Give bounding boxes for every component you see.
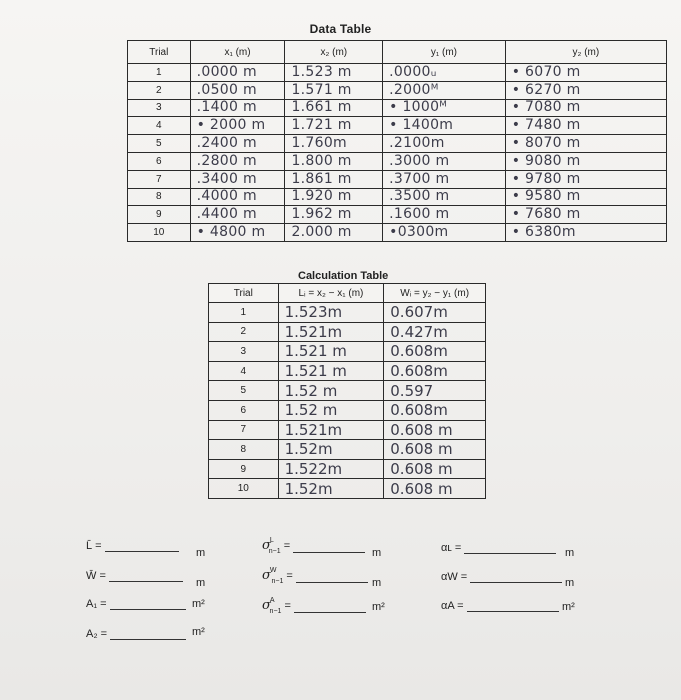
length-cell: 1.522m: [278, 459, 384, 479]
trial-cell: 2: [209, 322, 279, 342]
header-y1: y₁ (m): [383, 41, 506, 64]
table-row: [128, 206, 667, 224]
y1-cell: .3700 m: [383, 170, 506, 188]
x1-cell: .2800 m: [190, 152, 285, 170]
length-cell: 1.52 m: [278, 400, 384, 420]
unit-w-bar: m: [196, 577, 206, 589]
trial-cell: 6: [128, 152, 191, 170]
answer-blank-alpha-l[interactable]: [464, 553, 556, 554]
result-sigma-a: $\sigma^A_{n-1}$ =: [262, 598, 366, 613]
unit-a2: m²: [192, 626, 205, 638]
sigma-a-sub: n−1: [269, 608, 282, 615]
length-cell: 1.521m: [278, 420, 384, 440]
x1-cell: .2400 m: [190, 135, 285, 153]
label-w-bar: W̄ =: [86, 570, 106, 582]
y2-cell: • 6070 m: [505, 64, 666, 82]
length-cell: 1.52m: [278, 440, 384, 460]
trial-cell: 9: [128, 206, 191, 224]
header-y2: y₂ (m): [505, 41, 666, 64]
length-cell: 1.52 m: [278, 381, 384, 401]
x1-cell: • 4800 m: [190, 224, 285, 242]
data-table-header: [128, 41, 667, 64]
trial-cell: 9: [209, 459, 279, 479]
width-cell: 0.608 m: [384, 440, 486, 460]
y2-cell: • 8070 m: [505, 135, 666, 153]
table-row: [209, 322, 486, 342]
calc-table-title: Calculation Table: [298, 270, 389, 282]
trial-cell: 5: [209, 381, 279, 401]
length-cell: 1.521m: [278, 322, 384, 342]
label-alpha-l: αʟ =: [441, 542, 462, 554]
y1-cell: .2000ᴹ: [383, 81, 506, 99]
y2-cell: • 7080 m: [505, 99, 666, 117]
width-cell: 0.597: [384, 381, 486, 401]
label-a1: A₁ =: [86, 598, 107, 610]
y1-cell: • 1400m: [383, 117, 506, 135]
table-row: [209, 381, 486, 401]
sigma-w-sup: W: [269, 567, 277, 574]
x1-cell: .3400 m: [190, 170, 285, 188]
y1-cell: .3500 m: [383, 188, 506, 206]
table-row: [128, 81, 667, 99]
result-l-bar: [86, 540, 179, 552]
answer-blank-sigma-a[interactable]: [294, 612, 366, 613]
y1-cell: .0000ᵤ: [383, 64, 506, 82]
trial-cell: 8: [209, 440, 279, 460]
result-w-bar: [86, 570, 183, 582]
label-l-bar: L̄ =: [86, 540, 102, 552]
trial-cell: 4: [209, 361, 279, 381]
table-row: [128, 64, 667, 82]
table-row: [128, 99, 667, 117]
sigma-l-sub: n−1: [268, 548, 281, 555]
width-cell: 0.608 m: [384, 420, 486, 440]
y2-cell: • 9080 m: [505, 152, 666, 170]
y1-cell: .1600 m: [383, 206, 506, 224]
width-cell: 0.608 m: [384, 459, 486, 479]
x2-cell: 1.661 m: [285, 99, 383, 117]
x2-cell: 1.760m: [285, 135, 383, 153]
answer-blank-alpha-w[interactable]: [470, 582, 562, 583]
header-x1: x₁ (m): [190, 41, 285, 64]
y1-cell: •0300m: [383, 224, 506, 242]
length-cell: 1.523m: [278, 303, 384, 323]
x1-cell: .4400 m: [190, 206, 285, 224]
header-width: Wᵢ = y₂ − y₁ (m): [384, 284, 486, 303]
y1-cell: .3000 m: [383, 152, 506, 170]
table-row: [209, 440, 486, 460]
label-a2: A₂ =: [86, 628, 108, 640]
answer-blank-a2[interactable]: [110, 639, 186, 640]
x2-cell: 1.721 m: [285, 117, 383, 135]
unit-sigma-w: m: [372, 577, 382, 589]
width-cell: 0.608m: [384, 361, 486, 381]
answer-blank-sigma-l[interactable]: [293, 552, 365, 553]
y2-cell: • 6270 m: [505, 81, 666, 99]
answer-blank-a1[interactable]: [110, 609, 186, 610]
result-alpha-w: [441, 571, 562, 583]
answer-blank-l-bar[interactable]: [105, 551, 179, 552]
y1-cell: • 1000ᴹ: [383, 99, 506, 117]
unit-sigma-l: m: [372, 547, 382, 559]
y2-cell: • 9580 m: [505, 188, 666, 206]
length-cell: 1.52m: [278, 479, 384, 499]
x2-cell: 1.962 m: [285, 206, 383, 224]
width-cell: 0.608m: [384, 400, 486, 420]
table-row: [128, 152, 667, 170]
y2-cell: • 7480 m: [505, 117, 666, 135]
result-alpha-l: [441, 542, 556, 554]
x1-cell: .0500 m: [190, 81, 285, 99]
unit-alpha-w: m: [565, 577, 575, 589]
table-row: [209, 420, 486, 440]
y1-cell: .2100m: [383, 135, 506, 153]
x1-cell: .4000 m: [190, 188, 285, 206]
header-trial: Trial: [209, 284, 279, 303]
table-row: [128, 170, 667, 188]
length-cell: 1.521 m: [278, 342, 384, 362]
sigma-symbol: σ: [262, 598, 271, 613]
unit-a1: m²: [192, 598, 205, 610]
table-row: [128, 135, 667, 153]
sigma-l-sup: L: [269, 537, 274, 544]
sigma-symbol: σ: [262, 568, 271, 583]
table-row: [209, 342, 486, 362]
unit-alpha-a: m²: [562, 601, 575, 613]
trial-cell: 3: [209, 342, 279, 362]
trial-cell: 3: [128, 99, 191, 117]
width-cell: 0.607m: [384, 303, 486, 323]
x2-cell: 1.523 m: [285, 64, 383, 82]
answer-blank-w-bar[interactable]: [109, 581, 183, 582]
trial-cell: 6: [209, 400, 279, 420]
width-cell: 0.427m: [384, 322, 486, 342]
header-length: Lᵢ = x₂ − x₁ (m): [278, 284, 384, 303]
calc-table-header: [209, 284, 486, 303]
header-x2: x₂ (m): [285, 41, 383, 64]
x2-cell: 1.800 m: [285, 152, 383, 170]
table-row: [128, 117, 667, 135]
data-table: [127, 40, 667, 242]
label-alpha-a: αA =: [441, 600, 464, 612]
x1-cell: • 2000 m: [190, 117, 285, 135]
x2-cell: 1.920 m: [285, 188, 383, 206]
result-alpha-a: [441, 600, 559, 612]
trial-cell: 1: [128, 64, 191, 82]
result-a2: [86, 628, 186, 640]
table-row: [209, 459, 486, 479]
answer-blank-alpha-a[interactable]: [467, 611, 559, 612]
sigma-w-sub: n−1: [271, 578, 284, 585]
table-row: [128, 188, 667, 206]
trial-cell: 10: [128, 224, 191, 242]
table-row: [209, 479, 486, 499]
table-row: [209, 361, 486, 381]
x1-cell: .0000 m: [190, 64, 285, 82]
trial-cell: 8: [128, 188, 191, 206]
table-row: [209, 400, 486, 420]
unit-sigma-a: m²: [372, 601, 385, 613]
result-sigma-w: $\sigma^W_{n-1}$ =: [262, 568, 368, 583]
width-cell: 0.608 m: [384, 479, 486, 499]
table-row: [209, 303, 486, 323]
sigma-symbol: σ: [262, 538, 271, 553]
length-cell: 1.521 m: [278, 361, 384, 381]
y2-cell: • 9780 m: [505, 170, 666, 188]
sigma-a-sup: A: [269, 597, 275, 604]
header-trial: Trial: [128, 41, 191, 64]
result-sigma-l: $\sigma^L_{n-1}$ =: [262, 538, 365, 553]
data-table-title: Data Table: [309, 22, 372, 36]
trial-cell: 5: [128, 135, 191, 153]
trial-cell: 4: [128, 117, 191, 135]
x2-cell: 2.000 m: [285, 224, 383, 242]
table-row: [128, 224, 667, 242]
x2-cell: 1.861 m: [285, 170, 383, 188]
trial-cell: 7: [209, 420, 279, 440]
answer-blank-sigma-w[interactable]: [296, 582, 368, 583]
calc-table: [208, 283, 486, 499]
y2-cell: • 7680 m: [505, 206, 666, 224]
trial-cell: 7: [128, 170, 191, 188]
trial-cell: 1: [209, 303, 279, 323]
result-a1: [86, 598, 186, 610]
width-cell: 0.608m: [384, 342, 486, 362]
x1-cell: .1400 m: [190, 99, 285, 117]
y2-cell: • 6380m: [505, 224, 666, 242]
label-alpha-w: αW =: [441, 571, 468, 583]
unit-alpha-l: m: [565, 547, 575, 559]
trial-cell: 2: [128, 81, 191, 99]
trial-cell: 10: [209, 479, 279, 499]
unit-l-bar: m: [196, 547, 206, 559]
x2-cell: 1.571 m: [285, 81, 383, 99]
